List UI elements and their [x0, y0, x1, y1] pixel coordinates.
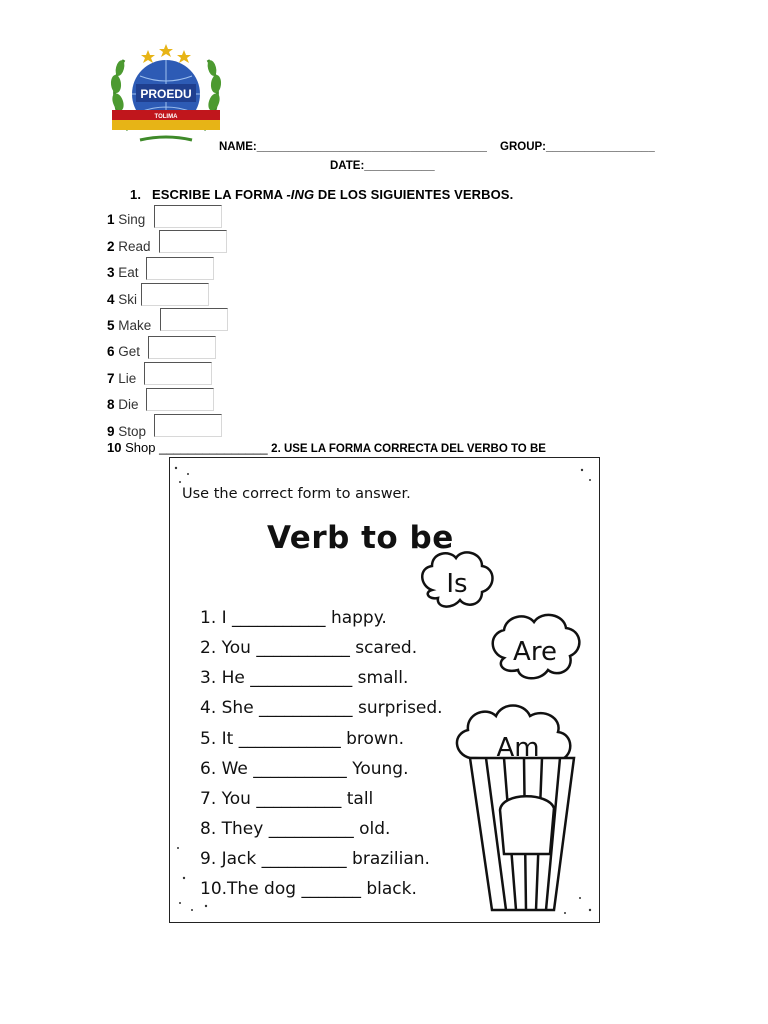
worksheet-item: 9. Jack __________ brazilian. — [200, 849, 430, 869]
verb-row — [107, 344, 140, 370]
date-field[interactable]: DATE:___________ — [330, 160, 435, 172]
verb-number: 4 — [107, 292, 115, 307]
answer-box[interactable] — [160, 308, 228, 331]
verb-word: Read — [118, 239, 151, 254]
worksheet-item: 10.The dog _______ black. — [200, 879, 417, 899]
verb-row — [107, 318, 151, 344]
worksheet-item: 7. You __________ tall — [200, 789, 374, 809]
section-1-title-text: ESCRIBE LA FORMA — [152, 187, 287, 202]
verb-word: Die — [118, 397, 139, 412]
logo-region: TOLIMA — [154, 114, 178, 120]
section-2-title: 2. USE LA FORMA CORRECTA DEL VERBO TO BE — [271, 443, 546, 455]
verb-row — [107, 212, 145, 238]
verb-row — [107, 239, 151, 265]
worksheet-title: Verb to be — [267, 520, 454, 556]
logo-name: PROEDU — [140, 87, 192, 101]
name-field[interactable]: NAME:____________________________________ — [219, 141, 487, 153]
verb-number: 1 — [107, 212, 115, 227]
worksheet-item: 1. I ___________ happy. — [200, 608, 387, 628]
section-1-title — [130, 187, 513, 202]
worksheet-item: 3. He ____________ small. — [200, 668, 409, 688]
verb-row — [107, 265, 139, 291]
section-1-title-italic: -ING — [286, 187, 315, 202]
worksheet-item: 4. She ___________ surprised. — [200, 698, 443, 718]
verb-word: Lie — [118, 371, 137, 386]
proedu-logo — [110, 42, 222, 148]
bubble-is: Is — [446, 569, 468, 599]
section-1-number: 1. — [130, 187, 142, 202]
verb-number: 7 — [107, 371, 115, 386]
worksheet-item: 5. It ____________ brown. — [200, 729, 404, 749]
group-field[interactable]: GROUP:_________________ — [500, 141, 655, 153]
answer-box[interactable] — [146, 388, 214, 411]
verb-word: Get — [118, 344, 141, 359]
verb-row — [107, 292, 137, 318]
verb-number: 2 — [107, 239, 115, 254]
verb-row — [107, 371, 136, 397]
verb-number: 6 — [107, 344, 115, 359]
verb-word: Shop — [125, 440, 156, 455]
verb-number: 10 — [107, 440, 122, 455]
verb-word: Stop — [118, 424, 147, 439]
bubble-are: Are — [513, 637, 557, 667]
worksheet-item: 8. They __________ old. — [200, 819, 391, 839]
section-1-title-rest: DE LOS SIGUIENTES VERBOS. — [314, 187, 514, 202]
worksheet-item: 2. You ___________ scared. — [200, 638, 418, 658]
answer-box[interactable] — [159, 230, 227, 253]
answer-box[interactable] — [146, 257, 214, 280]
answer-box[interactable] — [144, 362, 212, 385]
answer-box[interactable] — [141, 283, 209, 306]
verb-word: Make — [118, 318, 152, 333]
worksheet-item: 6. We ___________ Young. — [200, 759, 409, 779]
answer-box[interactable] — [148, 336, 216, 359]
verb-number: 9 — [107, 424, 115, 439]
verb-row-last — [107, 440, 546, 455]
answer-box[interactable] — [154, 414, 222, 437]
answer-blank[interactable]: _______________ — [159, 440, 268, 455]
verb-number: 8 — [107, 397, 115, 412]
verb-word: Sing — [118, 212, 146, 227]
verb-number: 5 — [107, 318, 115, 333]
answer-box[interactable] — [154, 205, 222, 228]
verb-row — [107, 397, 139, 423]
bubble-am: Am — [496, 733, 540, 763]
verb-to-be-worksheet — [169, 457, 600, 923]
worksheet-instruction: Use the correct form to answer. — [182, 486, 411, 502]
verb-number: 3 — [107, 265, 115, 280]
verb-word: Ski — [118, 292, 138, 307]
verb-word: Eat — [118, 265, 139, 280]
